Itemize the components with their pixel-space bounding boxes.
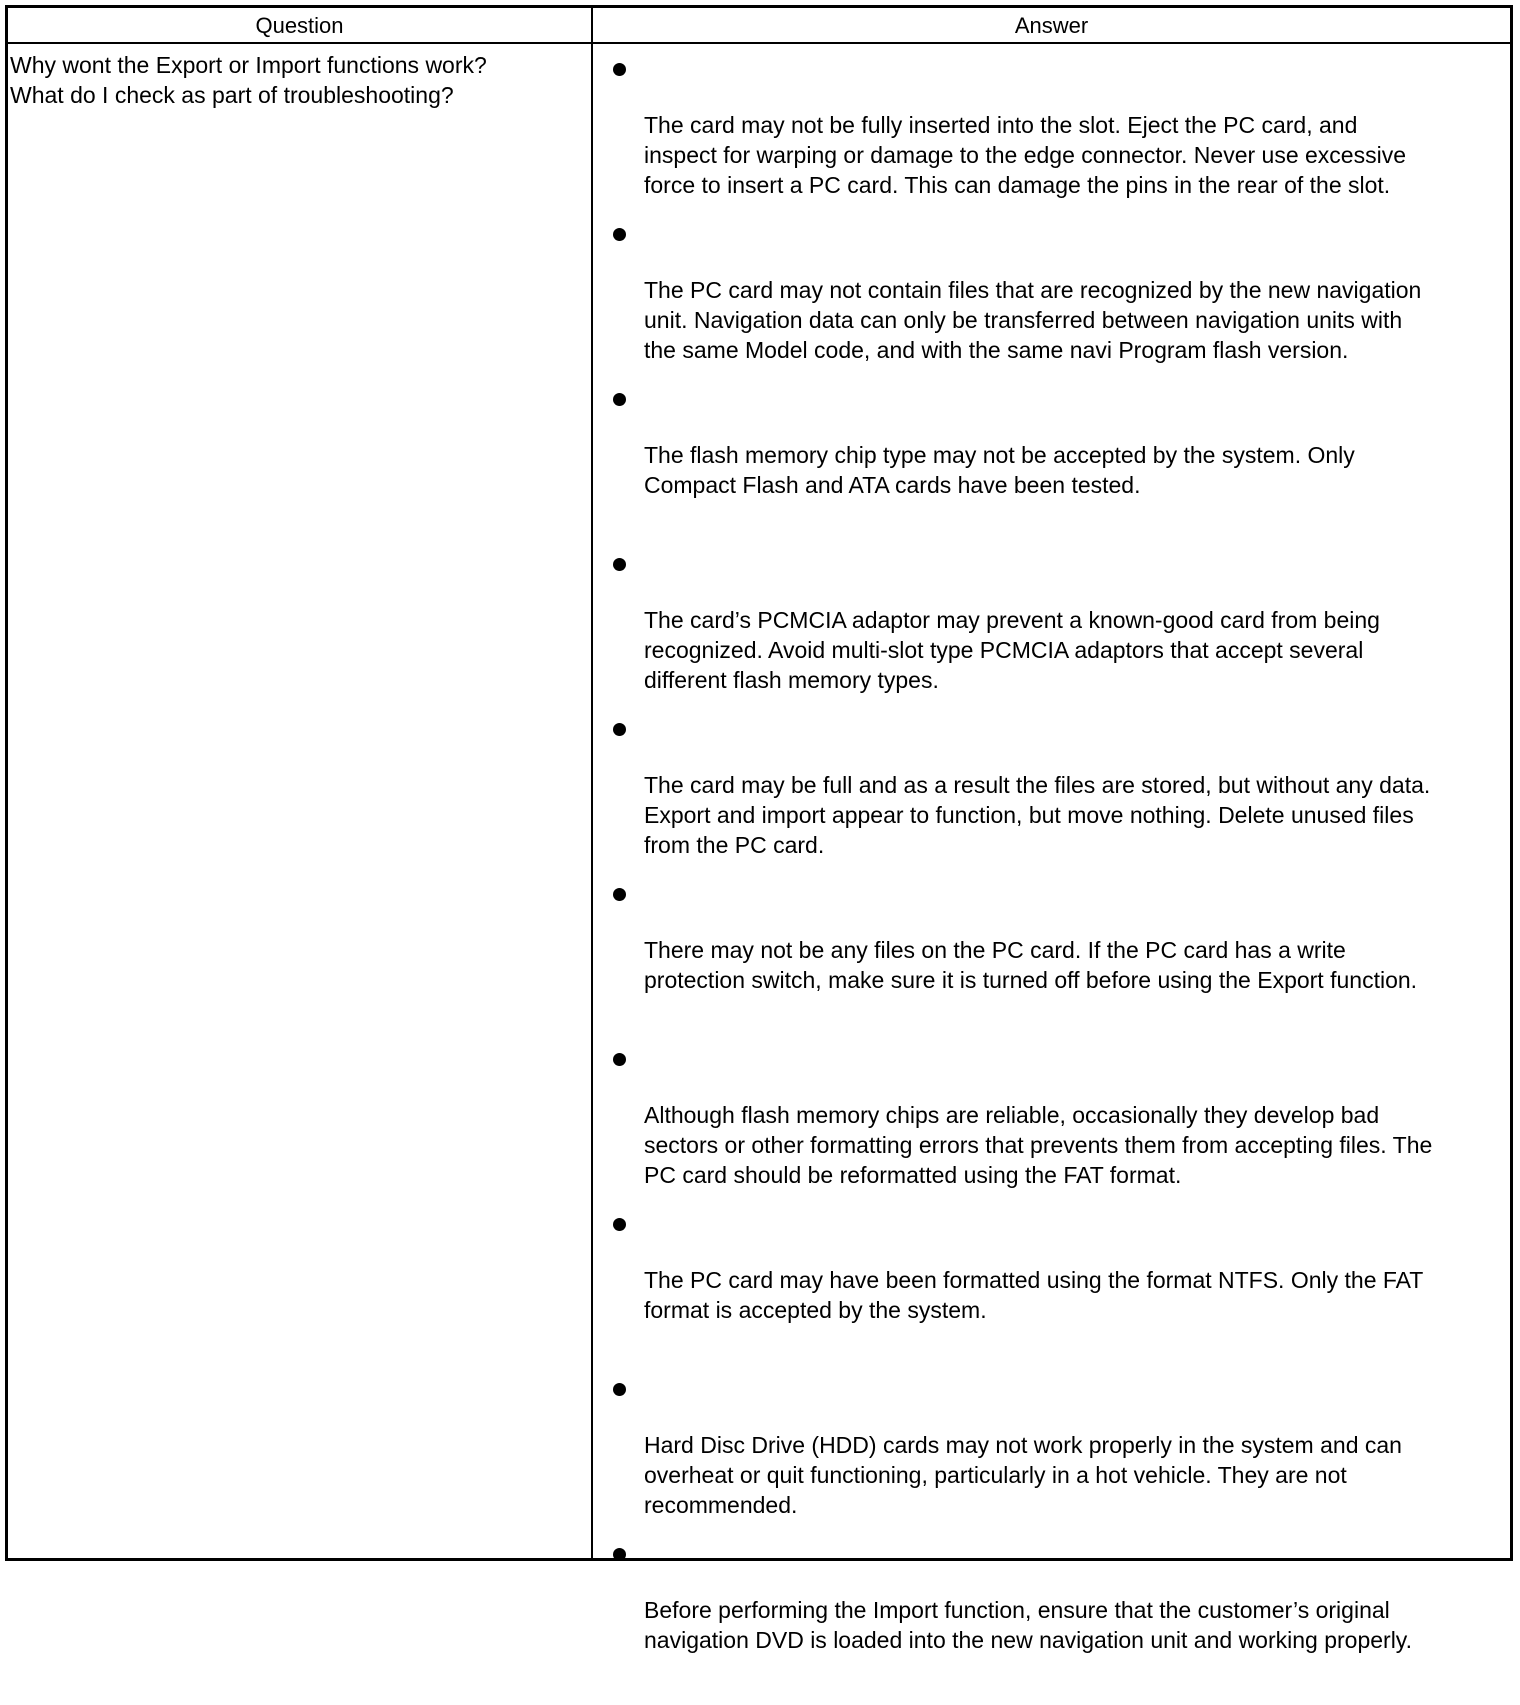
answer-item bbox=[607, 1375, 1507, 1540]
answer-text bbox=[644, 275, 1504, 365]
answer-line: recognized. Avoid multi-slot type PCMCIA adaptors that accept several bbox=[644, 637, 1364, 663]
answer-text bbox=[644, 605, 1504, 695]
answer-line: Before performing the Import function, ensure that the customer’s original bbox=[644, 1597, 1390, 1623]
question-cell bbox=[10, 50, 580, 110]
bullet-icon bbox=[613, 1053, 626, 1066]
answer-line: format is accepted by the system. bbox=[644, 1297, 987, 1323]
answer-line: The card may not be fully inserted into the slot. Eject the PC card, and bbox=[644, 112, 1358, 138]
answer-item bbox=[607, 55, 1507, 220]
answer-line: recommended. bbox=[644, 1492, 798, 1518]
answer-line: Although flash memory chips are reliable, occasionally they develop bad bbox=[644, 1102, 1380, 1128]
answer-item bbox=[607, 880, 1507, 1045]
answer-text bbox=[644, 1265, 1504, 1325]
answer-line: PC card should be reformatted using the FAT format. bbox=[644, 1162, 1182, 1188]
question-line: Why wont the Export or Import functions work? bbox=[10, 52, 487, 78]
answer-line: The PC card may not contain files that are recognized by the new navigation bbox=[644, 277, 1422, 303]
answer-line: navigation DVD is loaded into the new navigation unit and working properly. bbox=[644, 1627, 1412, 1653]
answer-line: protection switch, make sure it is turned off before using the Export function. bbox=[644, 967, 1418, 993]
answer-text bbox=[644, 1100, 1504, 1190]
column-divider bbox=[591, 8, 593, 1558]
answer-line: unit. Navigation data can only be transferred between navigation units with bbox=[644, 307, 1403, 333]
answer-line: The PC card may have been formatted using the format NTFS. Only the FAT bbox=[644, 1267, 1424, 1293]
answer-item bbox=[607, 550, 1507, 715]
answer-text bbox=[644, 110, 1504, 200]
answer-line: the same Model code, and with the same navi Program flash version. bbox=[644, 337, 1349, 363]
answer-line: Export and import appear to function, but move nothing. Delete unused files bbox=[644, 802, 1414, 828]
answer-text bbox=[644, 1595, 1504, 1655]
answer-line: different flash memory types. bbox=[644, 667, 939, 693]
bullet-icon bbox=[613, 723, 626, 736]
table-header-row bbox=[8, 8, 1510, 44]
answer-item bbox=[607, 385, 1507, 550]
question-line: What do I check as part of troubleshooting? bbox=[10, 82, 454, 108]
faq-table bbox=[5, 5, 1513, 1653]
answer-item bbox=[607, 1045, 1507, 1210]
answer-line: sectors or other formatting errors that prevents them from accepting files. The bbox=[644, 1132, 1433, 1158]
header-question: Question bbox=[255, 13, 344, 38]
answer-line: There may not be any files on the PC card. If the PC card has a write bbox=[644, 937, 1346, 963]
header-answer: Answer bbox=[1014, 13, 1089, 38]
answer-text bbox=[644, 935, 1504, 995]
answer-line: Compact Flash and ATA cards have been tested. bbox=[644, 472, 1141, 498]
answer-line: The card’s PCMCIA adaptor may prevent a known-good card from being bbox=[644, 607, 1380, 633]
bullet-icon bbox=[613, 63, 626, 76]
bullet-icon bbox=[613, 228, 626, 241]
bullet-icon bbox=[613, 888, 626, 901]
bullet-icon bbox=[613, 393, 626, 406]
answer-line: overheat or quit functioning, particularly in a hot vehicle. They are not bbox=[644, 1462, 1347, 1488]
answer-item bbox=[607, 1540, 1507, 1705]
answer-line: Hard Disc Drive (HDD) cards may not work properly in the system and can bbox=[644, 1432, 1402, 1458]
bullet-icon bbox=[613, 1383, 626, 1396]
answer-line: from the PC card. bbox=[644, 832, 825, 858]
answer-line: inspect for warping or damage to the edge connector. Never use excessive bbox=[644, 142, 1406, 168]
answer-text bbox=[644, 440, 1504, 500]
answer-item bbox=[607, 1210, 1507, 1375]
answer-text bbox=[644, 770, 1504, 860]
bullet-icon bbox=[613, 1548, 626, 1561]
bullet-icon bbox=[613, 1218, 626, 1231]
answer-line: force to insert a PC card. This can damage the pins in the rear of the slot. bbox=[644, 172, 1391, 198]
answer-text bbox=[644, 1430, 1504, 1520]
answer-item bbox=[607, 220, 1507, 385]
answer-item bbox=[607, 715, 1507, 880]
answer-line: The flash memory chip type may not be accepted by the system. Only bbox=[644, 442, 1355, 468]
answer-line: The card may be full and as a result the files are stored, but without any data. bbox=[644, 772, 1431, 798]
bullet-icon bbox=[613, 558, 626, 571]
answer-cell bbox=[607, 55, 1507, 1705]
